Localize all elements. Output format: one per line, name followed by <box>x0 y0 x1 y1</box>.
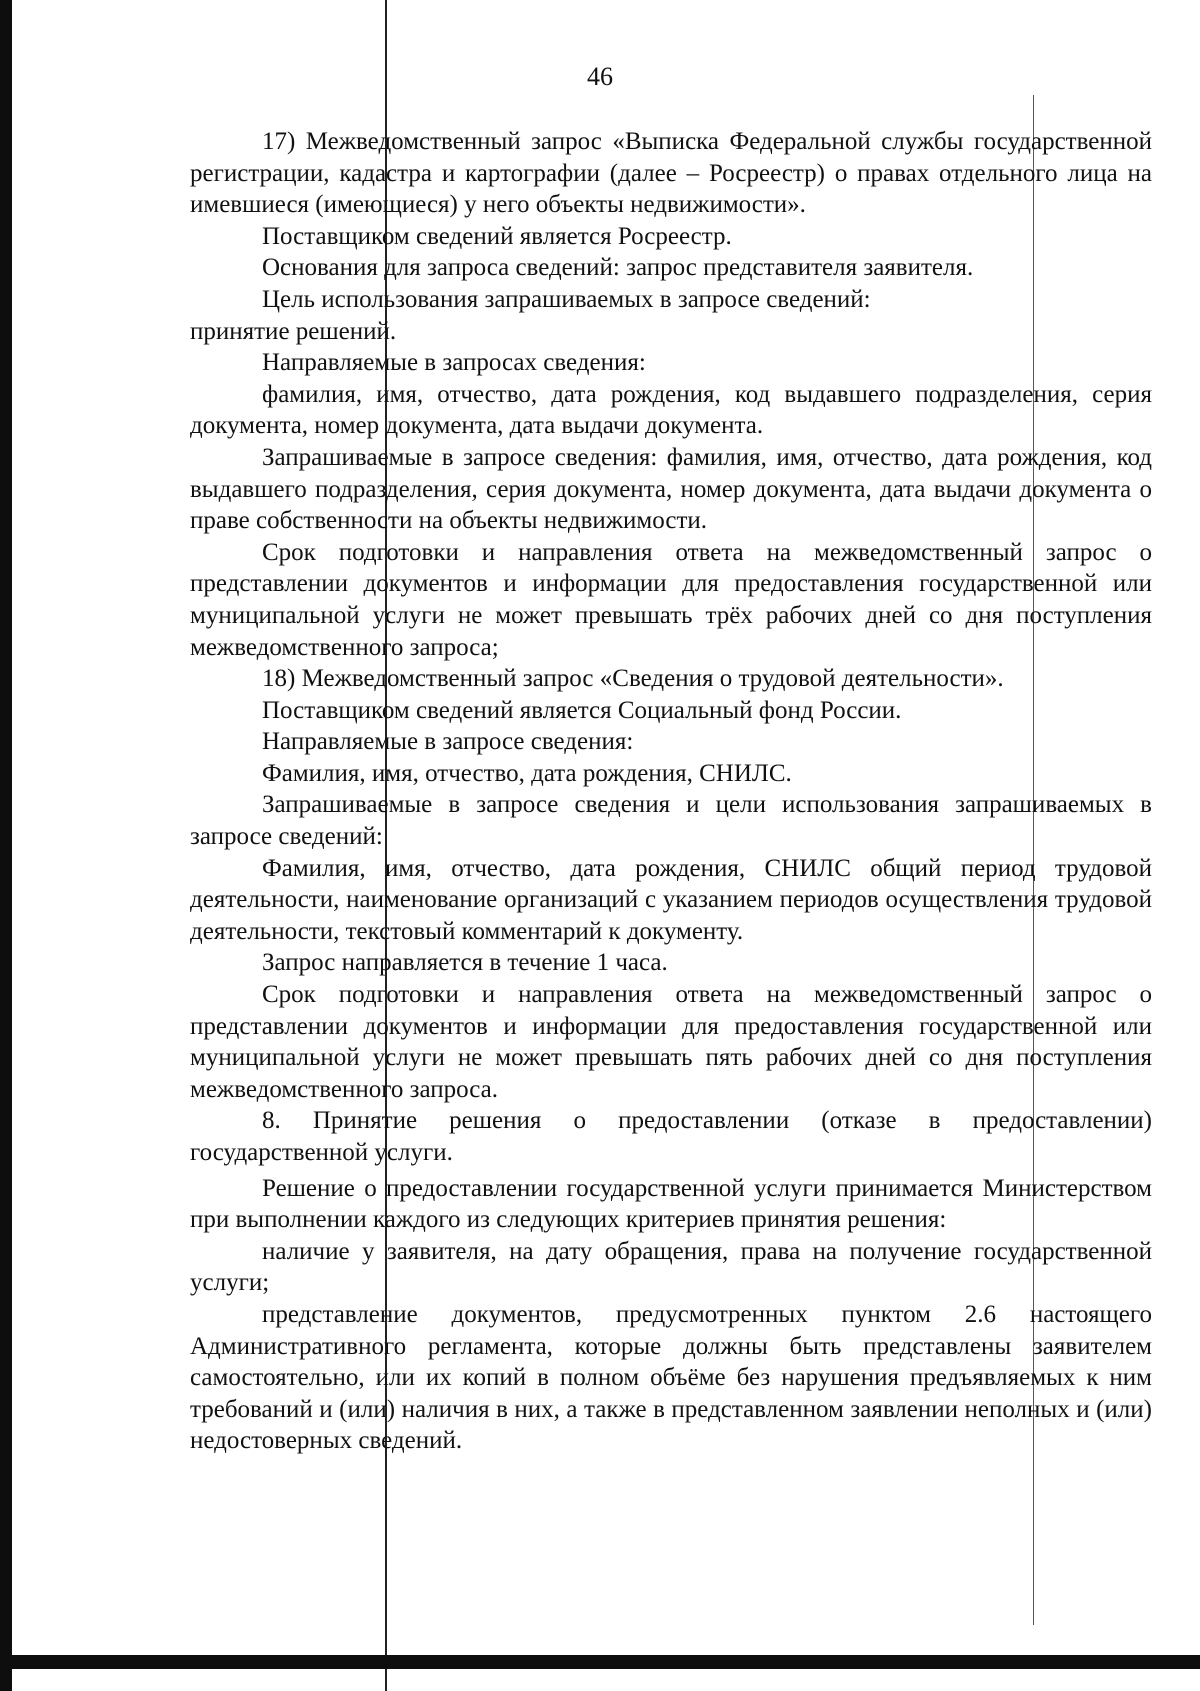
paragraph: Запрашиваемые в запросе сведения: фамилия, имя, отчество, дата рождения, код выдавшего подразделения, серия документа, номер документа, дата выдачи документа о праве собственности на объекты недвижимости. <box>190 443 1152 535</box>
paragraph: фамилия, имя, отчество, дата рождения, код выдавшего подразделения, серия документа, номер документа, дата выдачи документа. <box>190 380 1152 440</box>
paragraph: Направляемые в запросах сведения: <box>262 349 646 377</box>
paragraph: представление документов, предусмотренных пунктом 2.6 настоящего Административного регламента, которые должны быть представлены заявителем самостоятельно, или их копий в полном объёме без нарушения предъявляемых к ним требований и (или) наличия в них, а также в представленном заявлении неполных и (или) недостоверных сведений. <box>190 1300 1152 1455</box>
paragraph: наличие у заявителя, на дату обращения, права на получение государственной услуги; <box>190 1237 1152 1297</box>
paragraph: Запрашиваемые в запросе сведения и цели использования запрашиваемых в запросе сведений: <box>190 791 1152 851</box>
paragraph: Направляемые в запросе сведения: <box>262 728 634 756</box>
paragraph: Фамилия, имя, отчество, дата рождения, СНИЛС общий период трудовой деятельности, наименование организаций с указанием периодов осуществления трудовой деятельности, текстовый комментарий к документу. <box>190 854 1152 945</box>
paragraph: 18) Межведомственный запрос «Сведения о трудовой деятельности». <box>262 665 1004 693</box>
paragraph: Поставщиком сведений является Социальный фонд России. <box>262 696 902 724</box>
paragraph: Срок подготовки и направления ответа на межведомственный запрос о представлении документов и информации для предоставления государственной или муниципальной услуги не может превышать трёх рабочих дней со дня поступления межведомственного запроса; <box>190 538 1152 661</box>
paragraph: Фамилия, имя, отчество, дата рождения, СНИЛС. <box>262 759 792 787</box>
page-number: 46 <box>587 62 613 91</box>
paragraph: 17) Межведомственный запрос «Выписка Федеральной службы государственной регистрации, кадастра и картографии (далее – Росреестр) о правах отдельного лица на имевшиеся (имеющиеся) у него объекты недвижимости». <box>190 128 1152 219</box>
document-body <box>190 126 1152 1457</box>
paragraph: принятие решений. <box>190 317 397 345</box>
paragraph: Поставщиком сведений является Росреестр. <box>262 222 732 250</box>
paragraph: 8. Принятие решения о предоставлении (отказе в предоставлении) государственной услуги. <box>190 1107 1152 1166</box>
scan-left-border <box>0 0 12 1691</box>
paragraph: Основания для запроса сведений: запрос представителя заявителя. <box>262 254 974 282</box>
paragraph: Срок подготовки и направления ответа на межведомственный запрос о представлении документов и информации для предоставления государственной или муниципальной услуги не может превышать пять рабочих дней со дня поступления межведомственного запроса. <box>190 981 1152 1103</box>
paragraph: Запрос направляется в течение 1 часа. <box>262 949 668 977</box>
scan-bottom-border <box>0 1655 1200 1669</box>
paragraph: Цель использования запрашиваемых в запросе сведений: <box>262 285 871 313</box>
paragraph: Решение о предоставлении государственной услуги принимается Министерством при выполнении каждого из следующих критериев принятия решения: <box>190 1174 1152 1234</box>
